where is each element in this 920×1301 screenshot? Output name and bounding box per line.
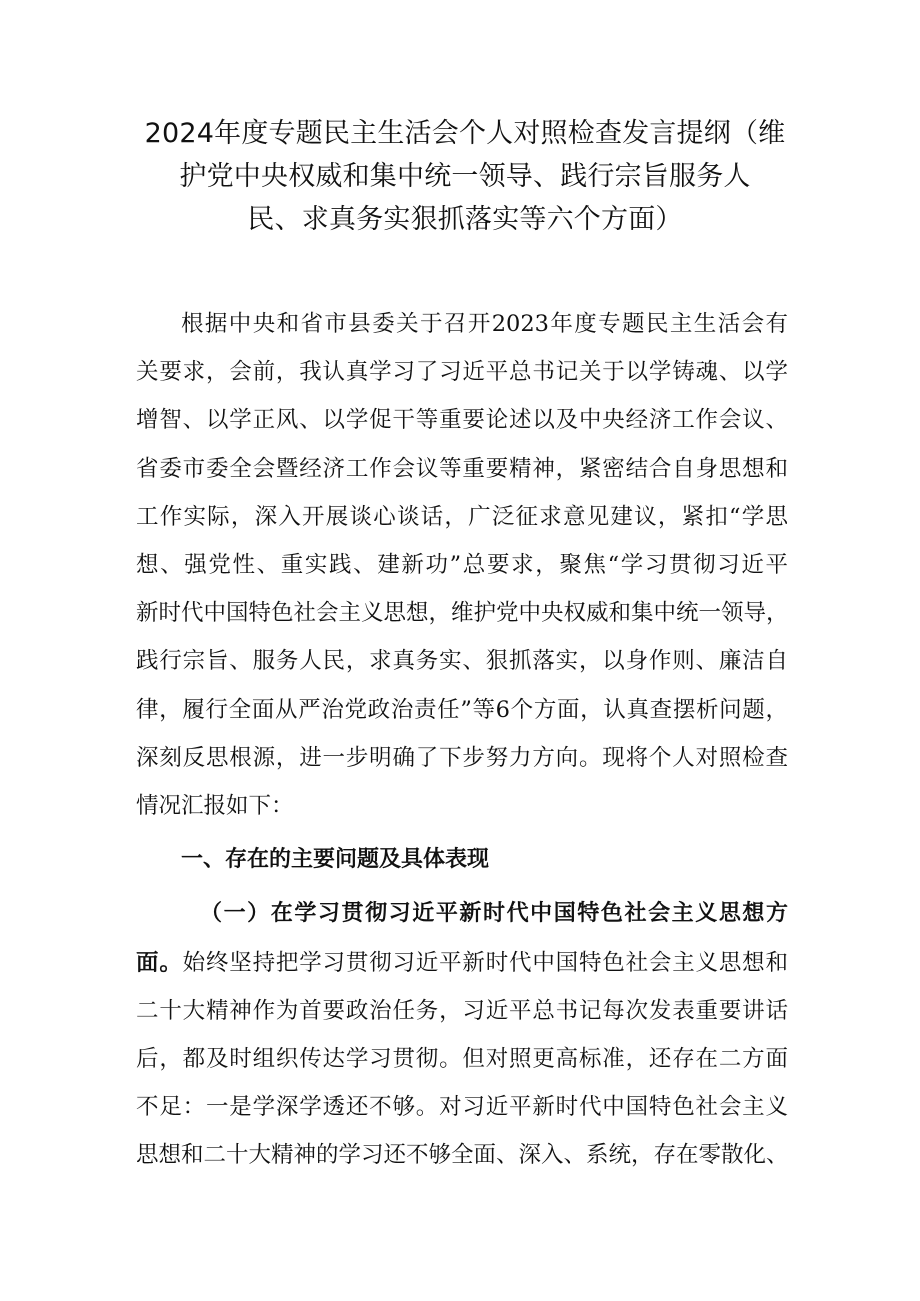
subsection-line: 始终坚持把学习贯彻习近平新时代中国特色社会主义思想和 (182, 949, 788, 976)
intro-line: 情况汇报如下： (136, 793, 294, 820)
intro-line: 深刻反思根源，进一步明确了下步努力方向。现将个人对照检查 (136, 744, 788, 771)
subsection-first-line (136, 939, 788, 987)
subsection-heading: （一）在学习贯彻习近平新时代中国特色社会主义思想方 (200, 901, 788, 927)
subsection-paragraph (136, 939, 788, 1180)
document-body (136, 300, 788, 1180)
subsection-line: 二十大精神作为首要政治任务，习近平总书记每次发表重要讲话 (136, 997, 788, 1024)
document-title (120, 112, 810, 241)
intro-line: 新时代中国特色社会主义思想，维护党中央权威和集中统一领导， (136, 600, 789, 627)
intro-line: 想、强党性、重实践、建新功”总要求，聚焦“学习贯彻习近平 (136, 552, 788, 579)
intro-line: 关要求，会前，我认真学习了习近平总书记关于以学铸魂、以学 (136, 359, 788, 386)
title-line-3: 民、求真务实狠抓落实等六个方面） (247, 204, 683, 235)
intro-line: 根据中央和省市县委关于召开2023年度专题民主生活会有 (181, 311, 788, 337)
intro-line: 工作实际，深入开展谈心谈话，广泛征求意见建议，紧扣“学思 (136, 503, 788, 530)
section-heading: 一、存在的主要问题及具体表现 (181, 847, 490, 873)
intro-paragraph (136, 300, 788, 830)
intro-line: 增智、以学正风、以学促干等重要论述以及中央经济工作会议、 (136, 407, 788, 434)
intro-line: 省委市委全会暨经济工作会议等重要精神，紧密结合自身思想和 (136, 455, 788, 482)
intro-line: 践行宗旨、服务人民，求真务实、狠抓落实，以身作则、廉洁自 (136, 648, 788, 675)
subsection-line: 不足：一是学深学透还不够。对习近平新时代中国特色社会主义 (136, 1094, 788, 1121)
title-line-1: 2024年度专题民主生活会个人对照检查发言提纲（维 (144, 118, 786, 149)
subsection-heading-tail: 面。 (136, 949, 183, 976)
title-line-2: 护党中央权威和集中统一领导、践行宗旨服务人 (179, 161, 751, 192)
subsection-line: 思想和二十大精神的学习还不够全面、深入、系统，存在零散化、 (136, 1142, 789, 1169)
subsection-line: 后，都及时组织传达学习贯彻。但对照更高标准，还存在二方面 (136, 1046, 788, 1073)
intro-line: 律，履行全面从严治党政治责任”等6个方面，认真查摆析问题， (136, 696, 788, 723)
